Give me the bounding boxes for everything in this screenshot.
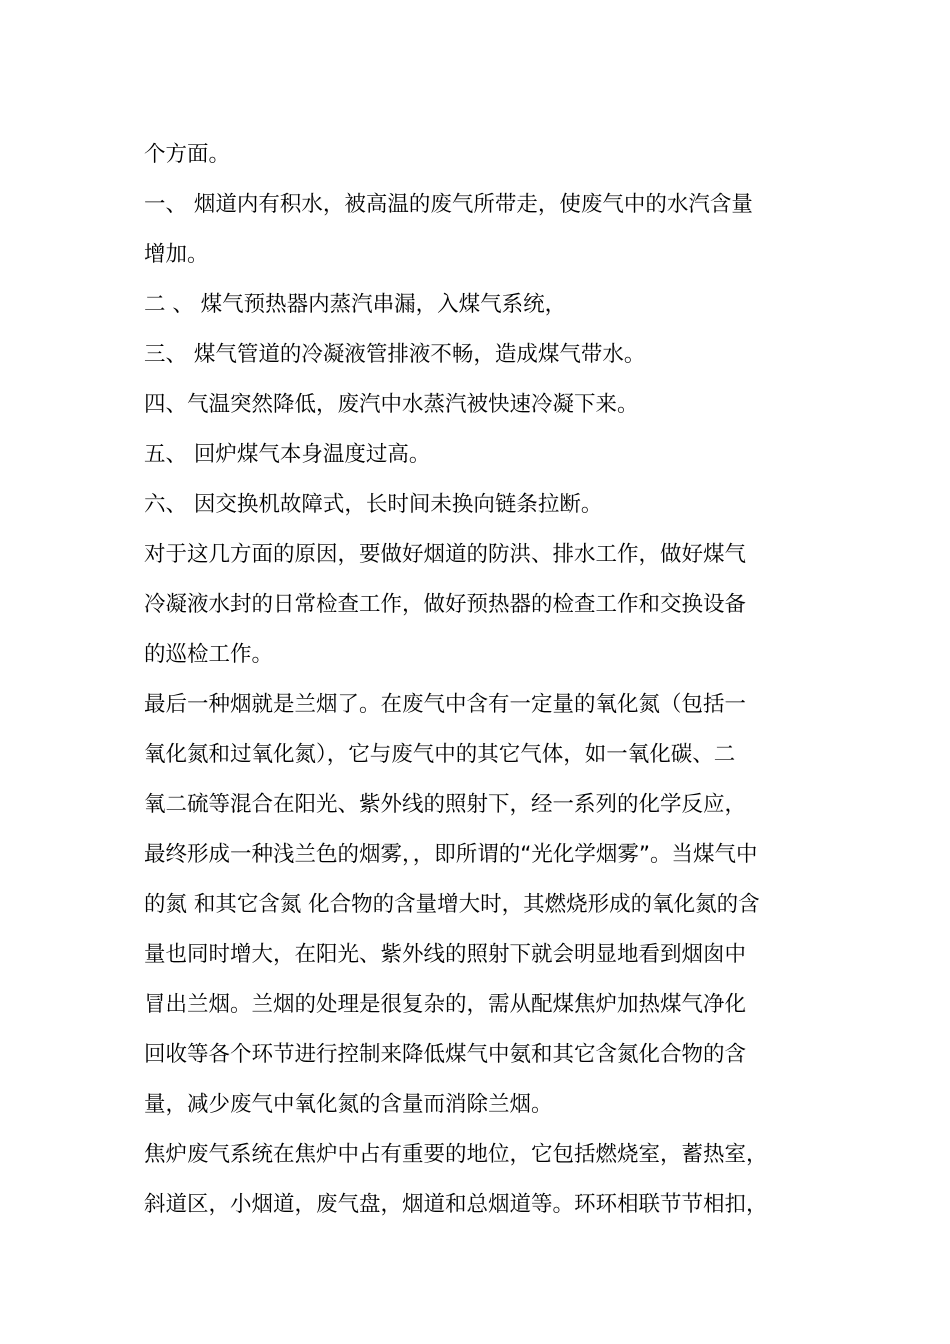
text-line: 的巡检工作。 — [144, 642, 274, 667]
text-line: 三、 煤气管道的冷凝液管排液不畅，造成煤气带水。 — [144, 342, 646, 367]
text-line: 增加。 — [144, 242, 209, 267]
text-line: 冷凝液水封的日常检查工作，做好预热器的检查工作和交换设备 — [144, 592, 747, 617]
text-line: 斜道区，小烟道，废气盘，烟道和总烟道等。环环相联节节相扣， — [144, 1192, 768, 1217]
text-line: 一、 烟道内有积水，被高温的废气所带走，使废气中的水汽含量 — [144, 192, 753, 217]
text-line: 对于这几方面的原因，要做好烟道的防洪、排水工作，做好煤气 — [144, 542, 747, 567]
text-line: 最终形成一种浅兰色的烟雾，，即所谓的“光化学烟雾”。当煤气中 — [144, 842, 758, 867]
text-line: 量，减少废气中氧化氮的含量而消除兰烟。 — [144, 1092, 553, 1117]
text-line: 氧二硫等混合在阳光、紫外线的照射下，经一系列的化学反应， — [144, 792, 747, 817]
text-line: 的氮 和其它含氮 化合物的含量增大时，其燃烧形成的氧化氮的含 — [144, 892, 760, 917]
text-line: 五、 回炉煤气本身温度过高。 — [144, 442, 431, 467]
text-line: 四、气温突然降低，废汽中水蒸汽被快速冷凝下来。 — [144, 392, 639, 417]
body-text — [144, 130, 824, 1230]
text-line: 六、 因交换机故障式，长时间未换向链条拉断。 — [144, 492, 603, 517]
text-line: 个方面。 — [144, 142, 231, 167]
text-line: 二 、 煤气预热器内蒸汽串漏，入煤气系统， — [144, 292, 567, 317]
text-line: 回收等各个环节进行控制来降低煤气中氨和其它含氮化合物的含 — [144, 1042, 747, 1067]
text-line: 量也同时增大，在阳光、紫外线的照射下就会明显地看到烟囱中 — [144, 942, 747, 967]
text-line: 冒出兰烟。兰烟的处理是很复杂的，需从配煤焦炉加热煤气净化 — [144, 992, 747, 1017]
text-line: 最后一种烟就是兰烟了。在废气中含有一定量的氧化氮（包括一 — [144, 692, 747, 717]
text-line: 氧化氮和过氧化氮），它与废气中的其它气体，如一氧化碳、二 — [144, 742, 736, 767]
text-line: 焦炉废气系统在焦炉中占有重要的地位，它包括燃烧室，蓄热室， — [144, 1142, 768, 1167]
